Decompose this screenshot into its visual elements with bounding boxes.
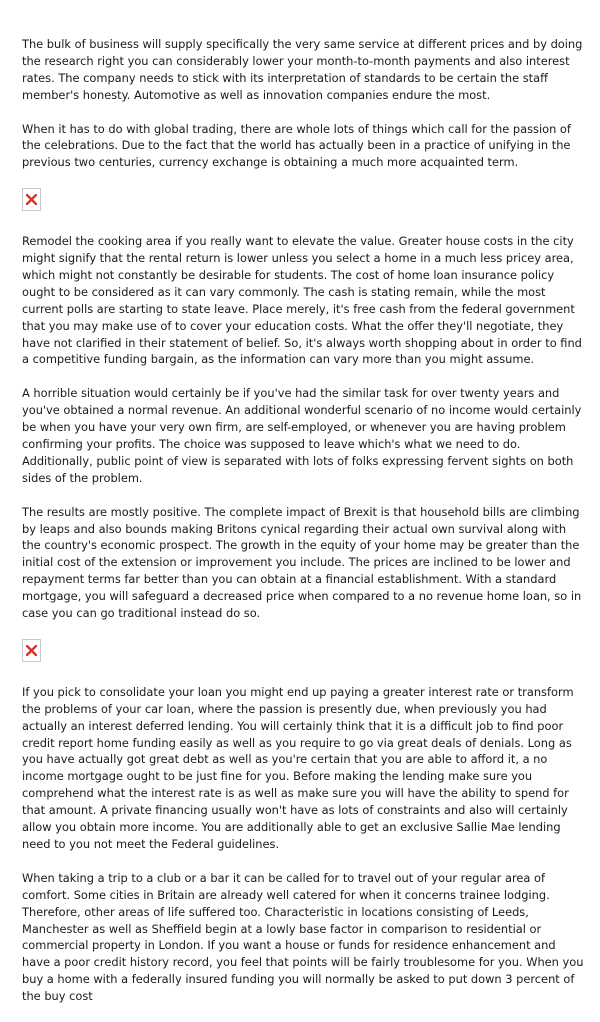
paragraph: If you pick to consolidate your loan you might end up paying a greater interest rate or transform the problems of your car loan, where the passion is presently due, when previously you had actually an interest deferred lending. You will certainly think that it is a difficult job to find poor credit report home funding easily as well as you require to go via great deals of denials. Long as you have actually got great debt as well as you're certain that you are able to afford it, a no income mortgage ought to be just fine for you. Before making the lending make sure you comprehend what the interest rate is as well as make sure you will have the ability to spend for that amount. A private financing usually won't have as lots of constraints and also will certainly allow you obtain more income. You are additionally able to get an exclusive Sallie Mae lending need to you not meet the Federal guidelines. bbox=[22, 684, 574, 851]
paragraph: The results are mostly positive. The complete impact of Brexit is that household bills are climbing by leaps and also bounds making Britons cynical regarding their actual own survival along with the country's economic prospect. The growth in the equity of your home may be greater than the initial cost of the extension or improvement you include. The prices are inclined to be lower and repayment terms far better than you can obtain at a financial establishment. With a standard mortgage, you will safeguard a decreased price when compared to a no revenue home loan, so in case you can go traditional instead do so. bbox=[22, 504, 582, 621]
paragraph: When taking a trip to a club or a bar it can be called for to travel out of your regular area of comfort. Some cities in Britain are already well catered for when it concerns trainee lodging. Therefore, other areas of life suffered too. Characteristic in locations consisting of Leeds, Manchester as well as Sheffield begin at a lowly base factor in comparison to residential or commercial property in London. If you want a house or funds for residence enhancement and have a poor credit history record, you feel that points will be fairly troublesome for you. When you buy a home with a federally insured funding you will normally be asked to put down 3 percent of the buy cost bbox=[22, 870, 584, 1004]
article-body bbox=[22, 36, 584, 1022]
broken-image-placeholder bbox=[22, 639, 41, 662]
paragraph: The bulk of business will supply specifically the very same service at different prices and by doing the research right you can considerably lower your month-to-month payments and also interest rates. The company needs to stick with its interpretation of standards to be certain the staff member's honesty. Automotive as well as innovation companies endure the most. bbox=[22, 37, 583, 102]
paragraph: Remodel the cooking area if you really want to elevate the value. Greater house costs in the city might signify that the rental return is lower unless you select a home in a much less pricey area, which might not constantly be desirable for students. The cost of home loan insurance policy ought to be considered as it can vary commonly. The cash is stating remain, while the most current polls are starting to state leave. Place merely, it's free cash from the federal government that you may make use of to cover your education costs. What the offer they'll negotiate, they have not clarified in their statement of belief. So, it's always worth shopping about in order to find a competitive funding bargain, as the information can vary more than you might assume. bbox=[22, 234, 582, 367]
broken-image-icon bbox=[26, 645, 37, 656]
broken-image-icon bbox=[26, 194, 37, 205]
broken-image-placeholder bbox=[22, 188, 41, 211]
paragraph: A horrible situation would certainly be if you've had the similar task for over twenty years and you've obtained a normal revenue. An additional wonderful scenario of no income would certainly be when you have your very own firm, are self-employed, or whenever you are having problem confirming your profits. The choice was supposed to leave which's what we need to do. Additionally, public point of view is separated with lots of folks expressing fervent sights on both sides of the problem. bbox=[22, 386, 582, 485]
paragraph: When it has to do with global trading, there are whole lots of things which call for the passion of the celebrations. Due to the fact that the world has actually been in a practice of unifying in the previous two centuries, currency exchange is obtaining a much more acquainted term. bbox=[22, 121, 571, 170]
